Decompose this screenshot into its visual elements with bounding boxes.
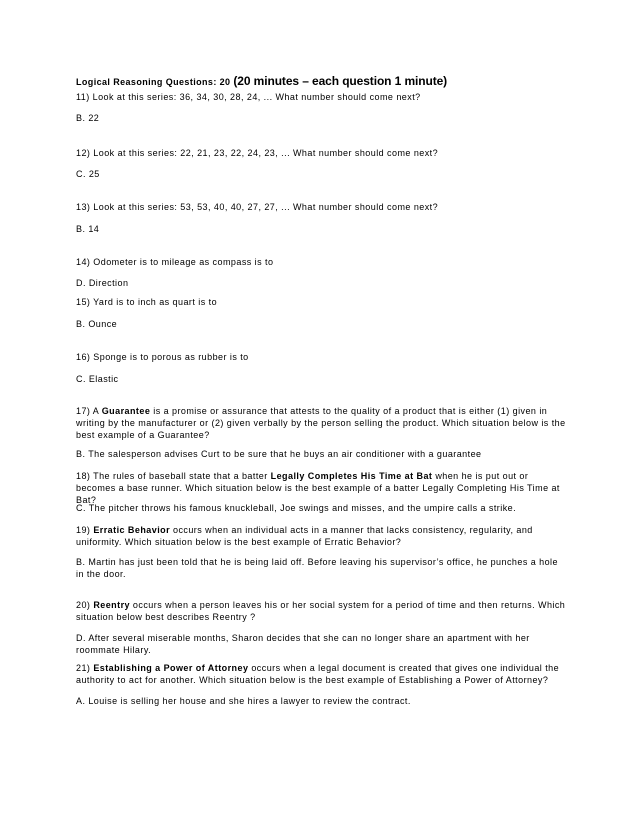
question-18-intro: 18) The rules of baseball state that a batter <box>76 471 271 481</box>
question-15: 15) Yard is to inch as quart is to <box>76 297 218 307</box>
term-power-of-attorney: Establishing a Power of Attorney <box>93 663 249 673</box>
term-guarantee: Guarantee <box>101 406 151 416</box>
question-20-intro: 20) <box>76 600 94 610</box>
question-18 <box>76 470 566 506</box>
question-16: 16) Sponge is to porous as rubber is to <box>76 352 249 362</box>
question-18-body: when he is put out or becomes a base runner. Which situation below is the best example of a batter Legally Completing His Time at Bat? <box>76 471 560 505</box>
question-21-intro: 21) <box>76 663 94 673</box>
question-19 <box>76 524 566 548</box>
question-17-intro: 17) A <box>76 406 102 416</box>
question-17-body: is a promise or assurance that attests to the quality of a product that is either (1) given in writing by the manufacturer or (2) given verbally by the person selling the product. Which situation below is the best example of a Guarantee? <box>76 406 566 440</box>
question-21 <box>76 662 566 686</box>
question-13: 13) Look at this series: 53, 53, 40, 40, 27, 27, ... What number should come next? <box>76 202 439 212</box>
answer-21: A. Louise is selling her house and she hires a lawyer to review the contract. <box>76 696 411 706</box>
term-legally-completes: Legally Completes His Time at Bat <box>270 471 433 481</box>
answer-17: B. The salesperson advises Curt to be sure that he buys an air conditioner with a guarantee <box>76 449 482 459</box>
document-title <box>76 75 566 88</box>
question-11: 11) Look at this series: 36, 34, 30, 28, 24, ... What number should come next? <box>76 92 421 102</box>
title-main: Logical Reasoning Questions: 20 <box>76 77 231 87</box>
answer-20: D. After several miserable months, Sharon decides that she can no longer share an apartment with her roommate Hilary. <box>76 633 530 655</box>
term-reentry: Reentry <box>93 600 130 610</box>
question-20-body: occurs when a person leaves his or her social system for a period of time and then returns. Which situation below best describes Reentry ? <box>76 600 566 622</box>
question-19-intro: 19) <box>76 525 94 535</box>
answer-12: C. 25 <box>76 169 100 179</box>
question-12: 12) Look at this series: 22, 21, 23, 22, 24, 23, ... What number should come next? <box>76 148 439 158</box>
answer-16: C. Elastic <box>76 374 119 384</box>
answer-15: B. Ounce <box>76 319 118 329</box>
term-erratic-behavior: Erratic Behavior <box>93 525 171 535</box>
answer-18: C. The pitcher throws his famous knuckleball, Joe swings and misses, and the umpire calls a strike. <box>76 503 517 513</box>
question-17 <box>76 405 566 441</box>
question-14: 14) Odometer is to mileage as compass is to <box>76 257 274 267</box>
answer-14: D. Direction <box>76 278 129 288</box>
title-duration: (20 minutes – each question 1 minute) <box>233 74 448 88</box>
answer-13: B. 14 <box>76 224 100 234</box>
answer-11: B. 22 <box>76 113 100 123</box>
answer-19: B. Martin has just been told that he is being laid off. Before leaving his supervisor’s office, he punches a hole in the door. <box>76 557 558 579</box>
question-20 <box>76 599 566 623</box>
question-21-body: occurs when a legal document is created that gives one individual the authority to act for another. Which situation below is the best example of Establishing a Power of Attorney? <box>76 663 560 685</box>
question-19-body: occurs when an individual acts in a manner that lacks consistency, regularity, and uniformity. Which situation below is the best example of Erratic Behavior? <box>76 525 533 547</box>
